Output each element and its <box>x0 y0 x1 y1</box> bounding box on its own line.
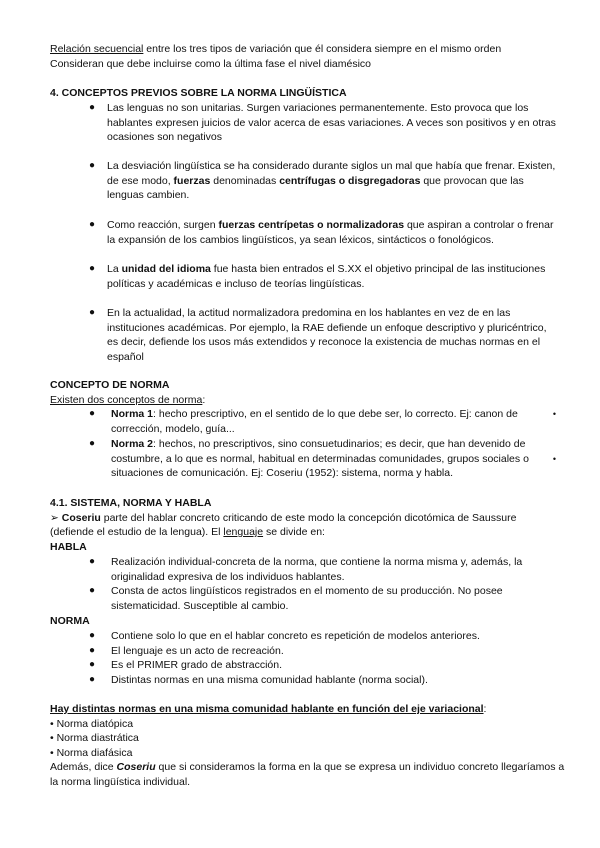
bullet-icon: ● <box>89 644 96 656</box>
colon: : <box>483 703 487 715</box>
bullet-icon: ● <box>89 408 96 419</box>
bullet-icon: ● <box>89 659 96 670</box>
bullet-icon: ● <box>89 673 96 685</box>
paragraph-text: Además, dice <box>50 761 117 773</box>
list-item <box>89 555 557 584</box>
variational-heading <box>50 702 570 717</box>
list-item <box>89 407 541 436</box>
variational-block <box>50 702 570 789</box>
norma-1-item <box>89 407 541 436</box>
norma-diafasica: • Norma diafásica <box>50 746 133 759</box>
paragraph-text: parte del hablar concreto criticando de este modo la concepción dicotómica de Saussure (defiende el estudio de la lengua). El <box>50 511 517 538</box>
bullet-text: La desviación lingüística se ha considerado durante siglos un mal que había que frenar. Existen, de ese modo, <box>107 160 556 187</box>
concepto-block <box>50 378 560 407</box>
bold-term: unidad del idioma <box>121 263 211 275</box>
section-4-bullet-2 <box>89 159 557 203</box>
bullet-text: Contiene solo lo que en el hablar concreto es repetición de modelos anteriores. <box>111 630 480 642</box>
bullet-icon: ● <box>89 263 96 274</box>
list-item <box>89 673 557 688</box>
paragraph-text: que si consideramos la forma en la que se expresa un individuo concreto llegaríamos a la norma lingüística individual. <box>50 761 565 788</box>
bold-term: centrífugas o disgregadoras <box>279 174 421 187</box>
bold-term: Coseriu <box>61 511 101 524</box>
intro-underlined-term: Relación secuencial <box>50 43 144 55</box>
list-item <box>89 658 557 673</box>
bullet-text: Es el PRIMER grado de abstracción. <box>111 659 282 671</box>
norma-diatopica: • Norma diatópica <box>50 717 134 730</box>
section-4-heading: 4. CONCEPTOS PREVIOS SOBRE LA NORMA LINGÜÍSTICA <box>50 87 347 99</box>
bold-term: Norma 1 <box>111 408 154 420</box>
bullet-text: que aspiran a controlar o frenar la expansión de los cambios lingüísticos, ya sean léxicos, sintácticos o fonológicos. <box>107 219 554 246</box>
bullet-text: Consta de actos lingüísticos registrados en el momento de su producción. No posee sistematicidad. Susceptible al cambio. <box>111 585 503 612</box>
bullet-icon: ● <box>89 307 96 318</box>
bullet-icon: ● <box>89 630 96 641</box>
norma-diastratica: • Norma diastrática <box>50 732 139 744</box>
list-item <box>89 437 557 481</box>
bold-italic-term: Coseriu <box>116 761 156 773</box>
list-item <box>89 629 557 644</box>
list-item <box>89 306 557 364</box>
closing-paragraph <box>50 760 570 789</box>
bullet-text: : hechos, no prescriptivos, sino consuetudinarios; es decir, que han devenido de costumbre, a lo que es normal, habitual en determinadas comunidades, grupos sociales o situaciones de comunicación. Ej: Coseriu (1952): sistema, norma y habla. <box>111 438 529 479</box>
paragraph-text: se divide en: <box>263 526 325 538</box>
bullet-icon: ● <box>89 438 96 449</box>
list-item <box>89 584 557 613</box>
section-4-bullet-3 <box>89 218 557 247</box>
bullet-text: En la actualidad, la actitud normalizadora predomina en los hablantes en vez de en las instituciones académicas. Por ejemplo, la RAE defiende un enfoque descriptivo y pluricéntrico, es decir, defiende los usos más extendidos y reconoce la existencia de muchas normas en el español <box>107 307 547 363</box>
concepto-heading: CONCEPTO DE NORMA <box>50 379 170 391</box>
section-41-block <box>50 496 560 554</box>
bullet-text: fue hasta bien entrados el S.XX el objetivo principal de las instituciones políticas y académicas e incluso de teorías lingüísticas. <box>107 263 546 290</box>
intro-block <box>50 42 560 71</box>
bullet-text: El lenguaje es un acto de recreación. <box>111 644 284 657</box>
bullet-icon: ● <box>89 585 96 596</box>
concepto-subtitle-text: Existen dos conceptos de norma <box>50 393 203 406</box>
bullet-text: Las lenguas no son unitarias. Surgen variaciones permanentemente. Esto provoca que los hablantes expresen juicios de valor acerca de esas variaciones. A veces son positivos y en otras ocasiones son negativos <box>107 102 556 143</box>
bullet-text: denominadas <box>210 174 280 187</box>
intro-line-1-text: entre los tres tipos de variación que él considera siempre en el mismo orden <box>143 43 502 55</box>
list-item <box>89 101 557 145</box>
habla-heading: HABLA <box>50 540 87 553</box>
bold-term: fuerzas <box>173 174 211 187</box>
variational-heading-text: Hay distintas normas en una misma comunidad hablante en función del eje variacional <box>50 703 484 715</box>
list-item <box>89 262 557 291</box>
norma-2-item <box>89 437 557 481</box>
intro-line-2: Consideran que debe incluirse como la última fase el nivel diamésico <box>50 57 372 70</box>
section-4-bullet-5 <box>89 306 557 364</box>
norma-heading: NORMA <box>50 615 90 627</box>
bold-term: Norma 2 <box>111 438 154 450</box>
colon: : <box>202 393 206 406</box>
concepto-subtitle <box>50 393 560 408</box>
bullet-icon: ● <box>89 556 96 567</box>
list-item <box>89 218 557 247</box>
habla-list <box>89 555 557 613</box>
bullet-icon: ● <box>89 102 96 113</box>
side-bullet-icon: • <box>552 409 556 419</box>
section-41-heading: 4.1. SISTEMA, NORMA Y HABLA <box>50 497 212 509</box>
norma-list <box>89 629 557 687</box>
bullet-text: : hecho prescriptivo, en el sentido de lo que debe ser, lo correcto. Ej: canon de corrección, modelo, guía... <box>111 408 518 435</box>
arrow-icon: ➢ <box>50 511 59 524</box>
list-item <box>89 644 557 659</box>
bullet-icon: ● <box>89 160 96 171</box>
intro-line-1 <box>50 42 560 57</box>
bullet-text: que provocan que las lenguas cambien. <box>107 174 524 201</box>
bullet-text: Como reacción, surgen <box>107 219 219 231</box>
underlined-term: lenguaje <box>223 526 264 538</box>
section-41-intro <box>50 511 560 540</box>
bullet-icon: ● <box>89 219 96 230</box>
bullet-text: Realización individual-concreta de la norma, que contiene la norma misma y, además, la originalidad expresiva de los individuos hablantes. <box>111 556 523 583</box>
side-bullet-icon: • <box>552 454 556 464</box>
section-4-bullet-1 <box>89 101 557 145</box>
bullet-text: Distintas normas en una misma comunidad hablante (norma social). <box>111 673 428 686</box>
section-4-title <box>50 86 560 101</box>
list-item <box>89 159 557 203</box>
bullet-text: La <box>107 263 122 275</box>
bold-term: fuerzas centrípetas o normalizadoras <box>218 219 405 231</box>
section-4-bullet-4 <box>89 262 557 291</box>
norma-heading-block <box>50 614 560 629</box>
